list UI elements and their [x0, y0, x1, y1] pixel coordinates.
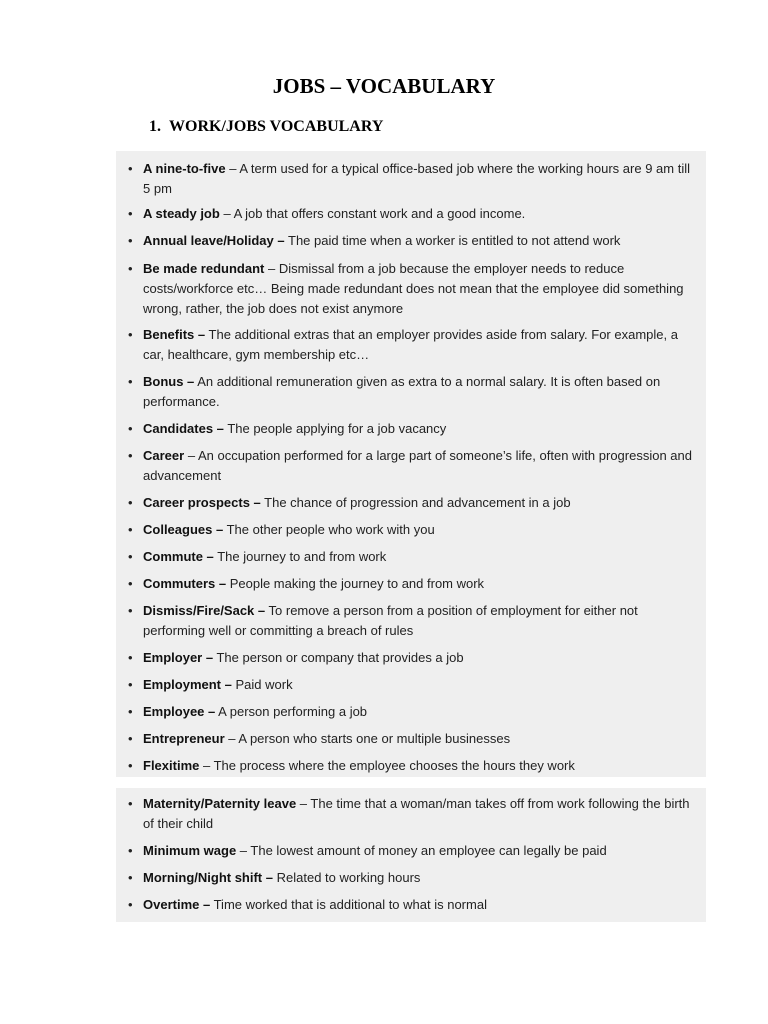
page-title: JOBS – VOCABULARY [272, 74, 496, 98]
bullet-icon: • [128, 603, 133, 618]
bullet-icon: • [128, 206, 133, 221]
vocab-definition: A term used for a typical office-based job where the working hours are 9 am till 5 pm [143, 161, 690, 196]
vocab-separator: – [236, 843, 251, 858]
vocab-item [128, 702, 695, 722]
vocab-definition: The time that a woman/man takes off from work following the birth of their child [143, 796, 690, 831]
vocab-definition: The person or company that provides a job [216, 650, 464, 665]
bullet-icon: • [128, 549, 133, 564]
vocab-term: Be made redundant [143, 261, 265, 276]
bullet-icon: • [128, 731, 133, 746]
bullet-icon: • [128, 758, 133, 773]
vocab-term: A nine-to-five [143, 161, 226, 176]
vocab-term: Career [143, 448, 185, 463]
vocab-item [128, 601, 695, 641]
vocabulary-box-1 [116, 151, 706, 777]
vocab-separator: – [264, 261, 279, 276]
bullet-icon: • [128, 448, 133, 463]
vocab-item [128, 159, 695, 199]
bullet-icon: • [128, 374, 133, 389]
vocab-term: Bonus – [143, 374, 195, 389]
vocab-definition: The additional extras that an employer provides aside from salary. For example, a car, healthcare, gym membership etc… [143, 327, 678, 362]
bullet-icon: • [128, 495, 133, 510]
vocab-item [128, 648, 695, 668]
vocab-definition: The chance of progression and advancement in a job [264, 495, 571, 510]
vocab-item [128, 895, 695, 915]
vocab-separator: – [219, 206, 234, 221]
bullet-icon: • [128, 421, 133, 436]
bullet-icon: • [128, 161, 133, 176]
vocab-item [128, 419, 695, 439]
section-heading-text: WORK/JOBS VOCABULARY [169, 118, 384, 135]
vocab-term: Minimum wage [143, 843, 237, 858]
vocab-term: Career prospects – [143, 495, 261, 510]
vocab-term: Entrepreneur [143, 731, 225, 746]
vocab-definition: Dismissal from a job because the employer needs to reduce costs/workforce etc… Being made redundant does not mean that the employee did something wrong, rather, the job does not exist anymore [143, 261, 684, 316]
vocab-item [128, 259, 695, 319]
vocab-term: Commute – [143, 549, 214, 564]
vocab-item [128, 520, 695, 540]
bullet-icon: • [128, 327, 133, 342]
bullet-icon: • [128, 870, 133, 885]
vocab-definition: A person who starts one or multiple businesses [238, 731, 511, 746]
vocab-item [128, 841, 695, 861]
vocab-term: Dismiss/Fire/Sack – [143, 603, 266, 618]
vocab-term: Annual leave/Holiday – [143, 233, 285, 248]
vocab-definition: A job that offers constant work and a good income. [233, 206, 526, 221]
vocab-definition: Time worked that is additional to what is normal [213, 897, 487, 912]
vocab-term: A steady job [143, 206, 220, 221]
vocab-term: Morning/Night shift – [143, 870, 273, 885]
bullet-icon: • [128, 233, 133, 248]
vocab-term: Benefits – [143, 327, 206, 342]
vocab-definition: People making the journey to and from work [229, 576, 485, 591]
vocab-term: Employment – [143, 677, 232, 692]
bullet-icon: • [128, 843, 133, 858]
bullet-icon: • [128, 796, 133, 811]
vocab-definition: Related to working hours [276, 870, 421, 885]
vocab-item [128, 493, 695, 513]
vocabulary-box-2 [116, 788, 706, 922]
vocab-definition: An additional remuneration given as extra to a normal salary. It is often based on performance. [143, 374, 661, 409]
vocab-item [128, 325, 695, 365]
vocab-term: Overtime – [143, 897, 211, 912]
vocab-item [128, 794, 695, 834]
bullet-icon: • [128, 704, 133, 719]
vocab-definition: The lowest amount of money an employee can legally be paid [250, 843, 607, 858]
vocab-separator: – [296, 796, 311, 811]
bullet-icon: • [128, 576, 133, 591]
vocab-item [128, 574, 695, 594]
bullet-icon: • [128, 650, 133, 665]
vocab-item [128, 446, 695, 486]
bullet-icon: • [128, 261, 133, 276]
vocab-separator: – [184, 448, 198, 463]
section-number: 1. [149, 118, 161, 135]
vocab-term: Candidates – [143, 421, 224, 436]
vocab-definition: The paid time when a worker is entitled to not attend work [288, 233, 621, 248]
vocab-term: Maternity/Paternity leave [143, 796, 297, 811]
vocab-term: Employee – [143, 704, 216, 719]
vocab-definition: The journey to and from work [217, 549, 387, 564]
vocab-item [128, 547, 695, 567]
vocab-item [128, 231, 695, 251]
vocab-separator: – [224, 731, 239, 746]
vocab-term: Colleagues – [143, 522, 224, 537]
vocab-item [128, 756, 695, 776]
bullet-icon: • [128, 677, 133, 692]
vocab-term: Commuters – [143, 576, 227, 591]
vocab-item [128, 204, 695, 224]
vocab-definition: A person performing a job [218, 704, 368, 719]
bullet-icon: • [128, 522, 133, 537]
vocab-definition: To remove a person from a position of employment for either not performing well or committing a breach of rules [143, 603, 638, 638]
vocab-definition: An occupation performed for a large part of someone’s life, often with progression and advancement [143, 448, 692, 483]
vocab-separator: – [199, 758, 214, 773]
bullet-icon: • [128, 897, 133, 912]
vocab-definition: The people applying for a job vacancy [227, 421, 447, 436]
vocab-term: Employer – [143, 650, 214, 665]
vocab-definition: Paid work [235, 677, 293, 692]
vocab-term: Flexitime [143, 758, 200, 773]
vocab-separator: – [225, 161, 240, 176]
vocab-item [128, 868, 695, 888]
vocab-item [128, 372, 695, 412]
vocab-item [128, 729, 695, 749]
vocab-definition: The other people who work with you [226, 522, 435, 537]
vocab-item [128, 675, 695, 695]
vocab-definition: The process where the employee chooses the hours they work [213, 758, 575, 773]
section-heading [149, 118, 383, 136]
